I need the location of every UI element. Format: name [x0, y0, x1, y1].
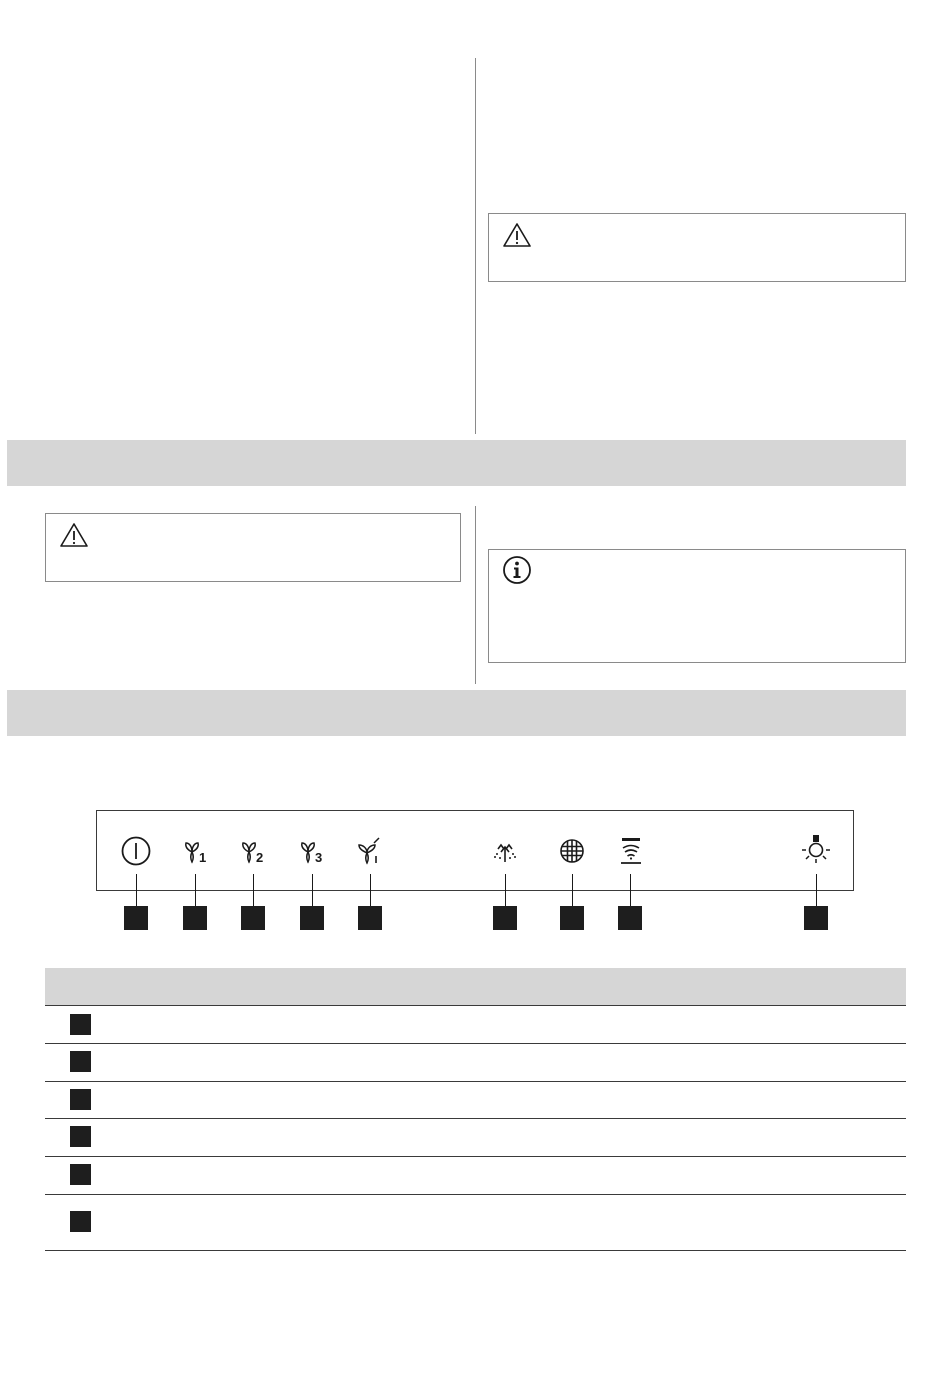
warning-triangle-icon — [59, 522, 89, 548]
section-header-band-1 — [7, 440, 906, 486]
svg-text:2: 2 — [256, 850, 264, 865]
leader-line — [312, 874, 313, 906]
table-row — [45, 1156, 906, 1195]
table-row — [45, 1005, 906, 1044]
leader-line — [195, 874, 196, 906]
callout-marker-light — [804, 906, 828, 930]
leader-line — [630, 874, 631, 906]
row-marker — [70, 1126, 91, 1147]
warning-triangle-icon — [502, 222, 532, 248]
callout-marker-fan-speed-2 — [241, 906, 265, 930]
row-marker — [70, 1164, 91, 1185]
fan-speed-3-icon — [296, 836, 328, 868]
column-divider-top — [475, 58, 476, 434]
fan-speed-2-icon — [237, 836, 269, 868]
leader-line — [253, 874, 254, 906]
section-header-band-2 — [7, 690, 906, 736]
row-marker — [70, 1089, 91, 1110]
callout-marker-power — [124, 906, 148, 930]
column-divider-middle — [475, 506, 476, 684]
callout-marker-auto-mode — [493, 906, 517, 930]
light-icon — [800, 834, 832, 866]
leader-line — [572, 874, 573, 906]
table-row — [45, 1043, 906, 1082]
callout-marker-grease-filter — [560, 906, 584, 930]
row-marker — [70, 1211, 91, 1232]
fan-speed-1-icon — [180, 836, 212, 868]
auto-mode-icon — [489, 836, 521, 868]
warning-box-top-right — [488, 213, 906, 282]
callout-marker-fan-speed-1 — [183, 906, 207, 930]
callout-marker-fan-speed-3 — [300, 906, 324, 930]
leader-line — [370, 874, 371, 906]
leader-line — [136, 874, 137, 906]
power-icon — [120, 835, 152, 867]
table-header — [45, 968, 906, 1006]
warning-box-middle-left — [45, 513, 461, 582]
row-marker — [70, 1014, 91, 1035]
leader-line — [505, 874, 506, 906]
hob-to-hood-icon — [615, 835, 647, 867]
svg-text:1: 1 — [199, 850, 207, 865]
table-row — [45, 1194, 906, 1251]
fan-boost-icon — [354, 836, 386, 868]
svg-text:3: 3 — [315, 850, 323, 865]
table-row — [45, 1081, 906, 1119]
callout-marker-hob-to-hood — [618, 906, 642, 930]
grease-filter-icon — [556, 835, 588, 867]
leader-line — [816, 874, 817, 906]
callout-marker-fan-boost — [358, 906, 382, 930]
info-box-middle-right — [488, 549, 906, 663]
info-circle-icon — [502, 555, 532, 585]
row-marker — [70, 1051, 91, 1072]
table-row — [45, 1118, 906, 1157]
